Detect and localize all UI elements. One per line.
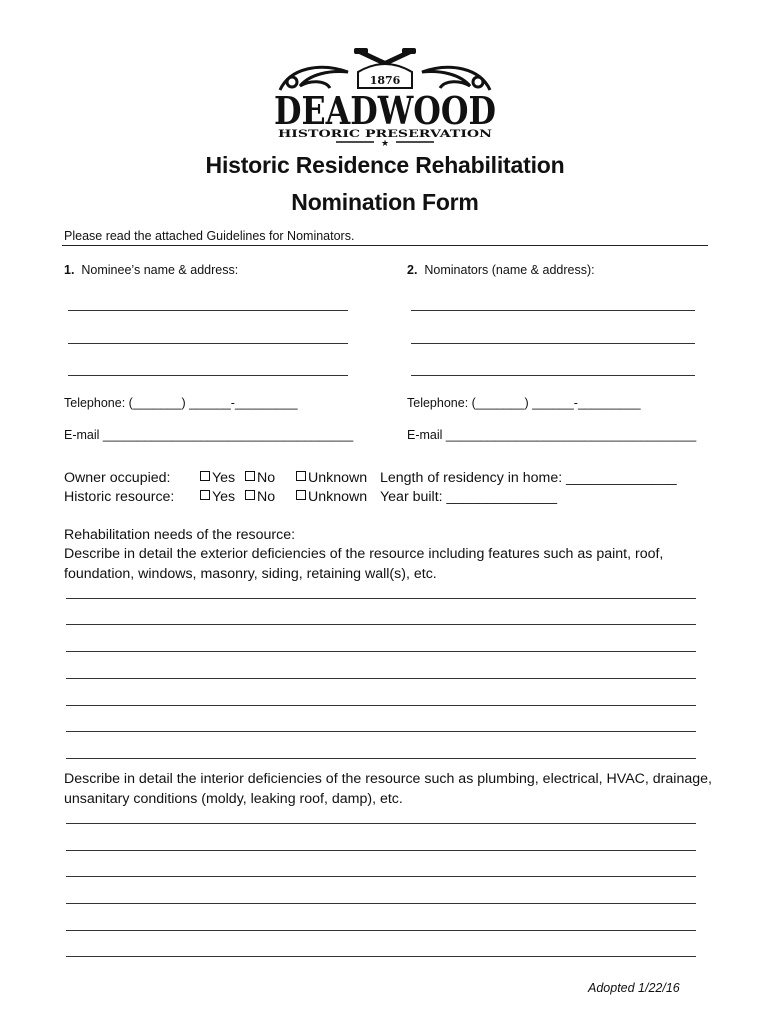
checkbox-icon[interactable] <box>245 471 255 481</box>
form-title-line2: Nomination Form <box>291 189 479 215</box>
exterior-description-line1: Describe in detail the exterior deficiencies of the resource including features such as paint, roof, <box>64 546 664 562</box>
checkbox-icon[interactable] <box>296 490 306 500</box>
historic-resource-yes[interactable] <box>200 489 235 505</box>
exterior-answer-line[interactable] <box>66 598 696 599</box>
checkbox-icon[interactable] <box>245 490 255 500</box>
exterior-answer-line[interactable] <box>66 705 696 706</box>
option-unknown-label: Unknown <box>308 489 368 505</box>
exterior-answer-line[interactable] <box>66 624 696 625</box>
star-icon: ★ <box>380 138 390 146</box>
checkbox-icon[interactable] <box>296 471 306 481</box>
nominator-address-line-2[interactable] <box>411 343 695 344</box>
owner-occupied-yes[interactable] <box>200 470 235 486</box>
nominee-number: 1. <box>64 263 75 277</box>
owner-occupied-label: Owner occupied: <box>64 470 171 486</box>
instructions-text: Please read the attached Guidelines for Nominators. <box>64 229 355 243</box>
interior-answer-line[interactable] <box>66 956 696 957</box>
interior-answer-line[interactable] <box>66 823 696 824</box>
adopted-date: Adopted 1/22/16 <box>588 981 680 995</box>
nominee-label: Nominee’s name & address: <box>81 263 239 277</box>
option-unknown-label: Unknown <box>308 470 368 486</box>
nominator-telephone-field[interactable]: Telephone: (_______) ______-_________ <box>407 396 641 410</box>
nominee-email-field[interactable]: E-mail ____________________________________ <box>64 428 354 442</box>
interior-answer-line[interactable] <box>66 903 696 904</box>
exterior-description-line2: foundation, windows, masonry, siding, retaining wall(s), etc. <box>64 566 437 582</box>
nominee-address-line-3[interactable] <box>68 375 348 376</box>
historic-resource-no[interactable] <box>245 489 275 505</box>
interior-answer-line[interactable] <box>66 876 696 877</box>
nominator-email-field[interactable]: E-mail ____________________________________ <box>407 428 697 442</box>
nominator-number: 2. <box>407 263 418 277</box>
exterior-answer-line[interactable] <box>66 651 696 652</box>
length-of-residency-field[interactable]: Length of residency in home: ______________ <box>380 470 677 486</box>
scroll-ornament-right <box>422 67 490 90</box>
interior-answer-line[interactable] <box>66 850 696 851</box>
logo-year: 1876 <box>369 74 401 87</box>
nominee-telephone-field[interactable]: Telephone: (_______) ______-_________ <box>64 396 298 410</box>
option-no-label: No <box>257 489 276 505</box>
scroll-ornament-left <box>280 67 348 90</box>
historic-resource-unknown[interactable] <box>296 489 367 505</box>
historic-resource-label: Historic resource: <box>64 489 175 505</box>
checkbox-icon[interactable] <box>200 471 210 481</box>
form-title-line1: Historic Residence Rehabilitation <box>205 152 565 178</box>
year-built-field[interactable]: Year built: ______________ <box>380 489 557 505</box>
nominee-name-line-1[interactable] <box>68 310 348 311</box>
nominator-address-line-3[interactable] <box>411 375 695 376</box>
option-yes-label: Yes <box>212 489 236 505</box>
nominator-heading <box>407 263 595 277</box>
nominator-name-line-1[interactable] <box>411 310 695 311</box>
exterior-answer-line[interactable] <box>66 731 696 732</box>
nominee-address-line-2[interactable] <box>68 343 348 344</box>
nominee-heading <box>64 263 238 277</box>
rehab-heading: Rehabilitation needs of the resource: <box>64 527 296 543</box>
interior-description-line2: unsanitary conditions (moldy, leaking roof, damp), etc. <box>64 791 403 807</box>
nominator-label: Nominators (name & address): <box>424 263 595 277</box>
exterior-answer-line[interactable] <box>66 678 696 679</box>
logo-tagline: HISTORIC PRESERVATION <box>278 129 492 140</box>
option-no-label: No <box>257 470 276 486</box>
checkbox-icon[interactable] <box>200 490 210 500</box>
interior-answer-line[interactable] <box>66 930 696 931</box>
owner-occupied-no[interactable] <box>245 470 275 486</box>
exterior-answer-line[interactable] <box>66 758 696 759</box>
interior-description-line1: Describe in detail the interior deficiencies of the resource such as plumbing, electrical, HVAC, drainage, <box>64 771 712 787</box>
option-yes-label: Yes <box>212 470 236 486</box>
header-divider <box>62 245 708 246</box>
logo-brand: DEADWOOD <box>274 88 496 133</box>
deadwood-logo <box>270 42 500 146</box>
owner-occupied-unknown[interactable] <box>296 470 367 486</box>
